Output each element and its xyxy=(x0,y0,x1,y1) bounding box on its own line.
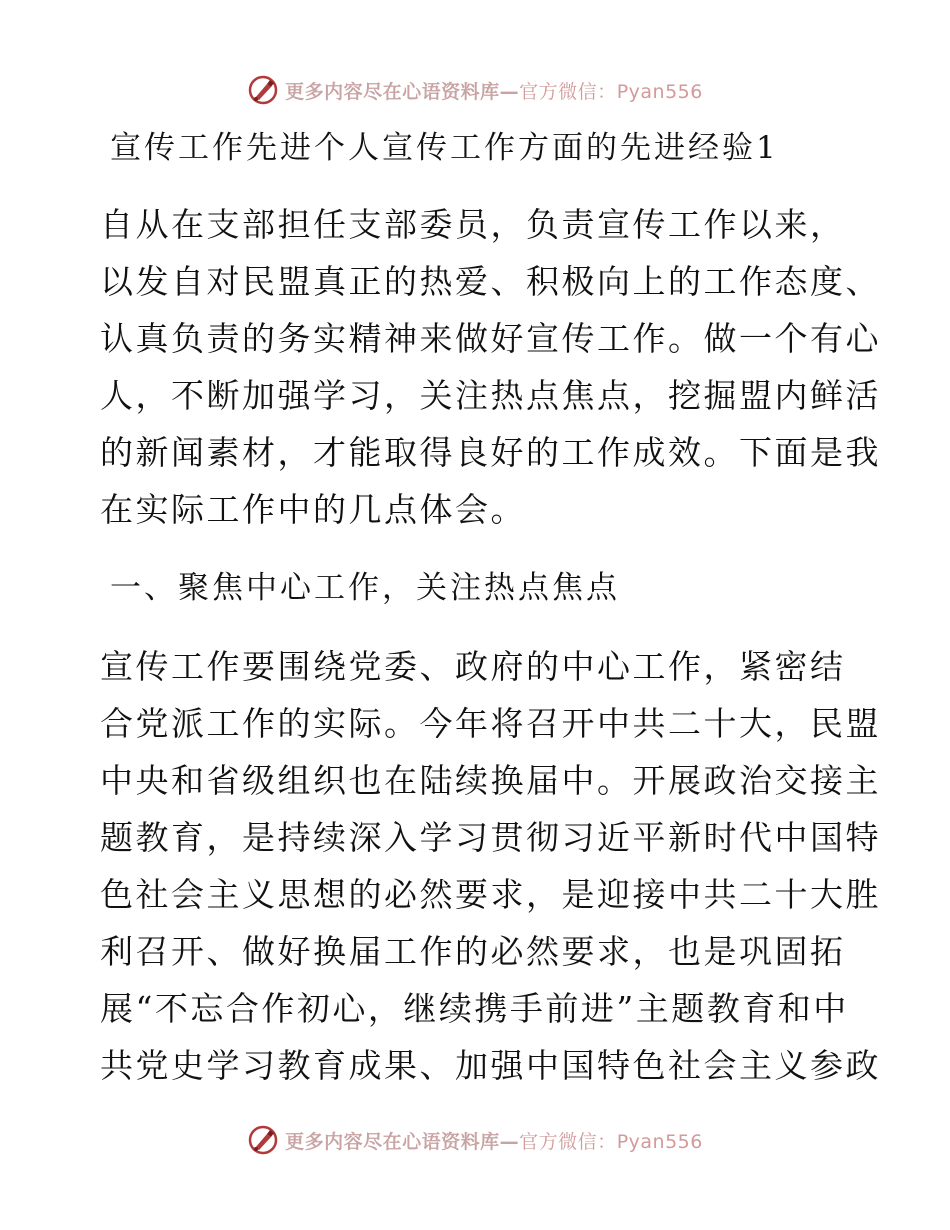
paragraph-line: 宣传工作要围绕党委、政府的中心工作，紧密结 xyxy=(100,647,846,686)
footer-banner xyxy=(0,1120,950,1160)
pen-logo-icon xyxy=(247,74,279,106)
paragraph-2 xyxy=(100,638,881,1094)
paragraph-line: 人，不断加强学习，关注热点焦点，挖掘盟内鲜活 xyxy=(100,376,881,415)
banner-wechat-id: Pyan556 xyxy=(616,80,703,103)
paragraph-line: 认真负责的务实精神来做好宣传工作。做一个有心 xyxy=(100,319,881,358)
paragraph-line: 合党派工作的实际。今年将召开中共二十大，民盟 xyxy=(100,704,881,743)
banner-wechat-label: 官方微信： xyxy=(519,80,617,103)
document-body xyxy=(100,120,881,1094)
banner-text xyxy=(285,77,703,104)
document-title: 宣传工作先进个人宣传工作方面的先进经验1 xyxy=(110,130,779,166)
banner-site-text: 更多内容尽在心语资料库— xyxy=(285,80,520,103)
paragraph-line: 以发自对民盟真正的热爱、积极向上的工作态度、 xyxy=(100,262,881,301)
banner-site-text: 更多内容尽在心语资料库— xyxy=(285,1130,520,1153)
banner-wechat-id: Pyan556 xyxy=(616,1130,703,1153)
paragraph-1 xyxy=(100,196,881,538)
paragraph-line: 题教育，是持续深入学习贯彻习近平新时代中国特 xyxy=(100,818,881,857)
paragraph-line: 利召开、做好换届工作的必然要求，也是巩固拓 xyxy=(100,932,846,971)
pen-logo-icon xyxy=(247,1124,279,1156)
banner-text xyxy=(285,1127,703,1154)
paragraph-line: 中央和省级组织也在陆续换届中。开展政治交接主 xyxy=(100,761,881,800)
section-heading: 一、聚焦中心工作，关注热点焦点 xyxy=(110,570,620,606)
header-banner xyxy=(0,70,950,110)
paragraph-line: 在实际工作中的几点体会。 xyxy=(100,490,526,529)
paragraph-line: 的新闻素材，才能取得良好的工作成效。下面是我 xyxy=(100,433,881,472)
banner-wechat-label: 官方微信： xyxy=(519,1130,617,1153)
paragraph-line: 共党史学习教育成果、加强中国特色社会主义参政 xyxy=(100,1046,881,1085)
paragraph-line: 色社会主义思想的必然要求，是迎接中共二十大胜 xyxy=(100,875,881,914)
paragraph-line: 展“不忘合作初心，继续携手前进”主题教育和中 xyxy=(100,989,849,1028)
paragraph-line: 自从在支部担任支部委员，负责宣传工作以来， xyxy=(100,205,846,244)
